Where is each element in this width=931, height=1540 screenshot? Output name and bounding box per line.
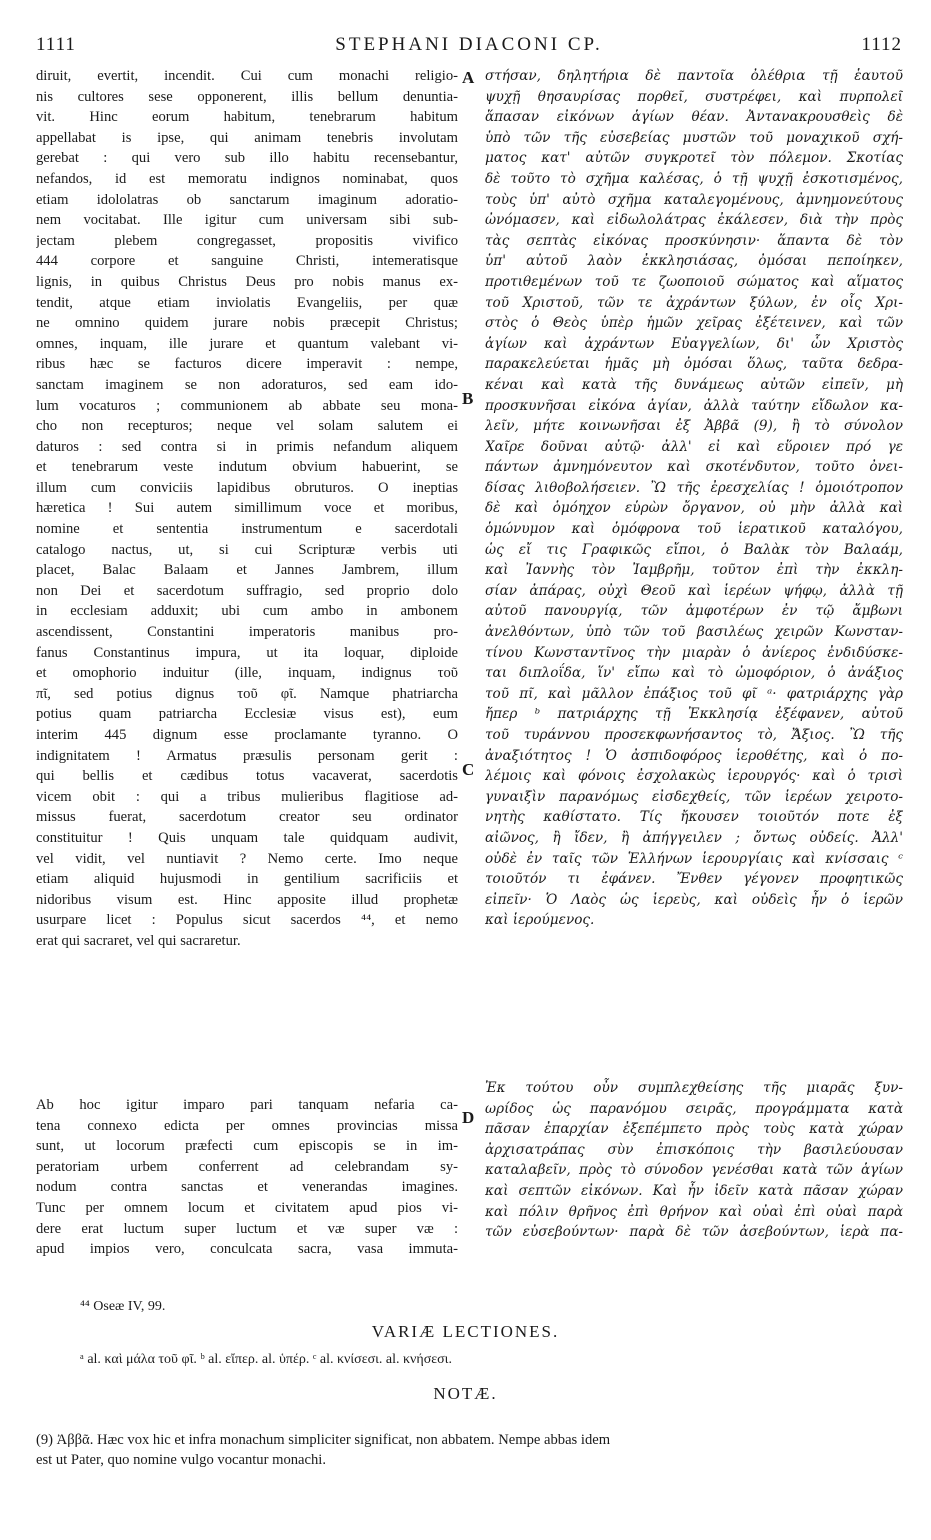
running-header [36,34,902,60]
greek-line: ἀνελθόντων, ὑπὸ τῶν τοῦ βασιλέως χειρῶν Κωνσταν- [485,624,903,641]
latin-line: 444 corpore et sanguine Christi, intemeratisque [36,253,458,270]
variae-lectiones-title: VARIÆ LECTIONES. [371,1322,560,1341]
latin-line: vicem obit : qui a tribus mulieribus flagitiose ad- [36,788,458,805]
greek-line: λέμοις καὶ φόνοις ἐσχολακὼς ἱερουργός· καὶ ὁ τρισὶ [485,768,903,785]
latin-column [36,66,458,952]
greek-line: Χαῖρε δοῦναι αὐτῷ· ἀλλ' εἰ καὶ εὕροιεν πρό γε [485,438,903,455]
latin-line: erat qui sacraret, vel qui sacraretur. [36,932,241,949]
greek-line: καὶ Ἰαννὴς τὸν Ἰαμβρῆμ, τοῦτον ἐπὶ τὴν ἐκκλη- [485,562,903,579]
greek-line: τοῦ τυράννου προσεκφωνήσαντος τὸ, Ἄξιος. Ὢ τῆς [485,727,903,743]
latin-line: gerebat : qui vero sub illo habitu recensebantur, [36,150,458,167]
greek-line: δὲ τοῦτο τὸ σχῆμα καλέσας, ὁ τῇ ψυχῇ ἐσκοτισμένος, [485,170,903,187]
footnote: ⁴⁴ Oseæ IV, 99. [80,1299,166,1314]
latin-line: illum cum conviciis lapidibus obruturos. O ineptias [36,479,458,496]
latin2-line: Ab hoc igitur imparo pari tanquam nefaria ca- [36,1097,458,1113]
latin-line: cho non recepturos; neque vel solam salutem ei [36,418,458,435]
page-number-left: 1111 [36,34,76,55]
margin-letter-d: D [462,1108,475,1127]
greek-column [485,66,903,931]
notae-line: (9) Ἀββᾶ. Hæc vox hic et infra monachum simpliciter significat, non abbatem. Nempe abbas idem [36,1432,611,1448]
greek-line: τοιοῦτόν τι ἐφάνεν. Ἔνθεν γέγονεν προφητικῶς [485,871,903,888]
latin2-line: nodum contra sanctas et venerandas imagines. [36,1179,458,1196]
greek-line: τίνου Κωνσταντῖνος τὴν μιαρὰν ὁ ἀνίερος ἐνδιδύσκε- [485,644,903,661]
greek2-line: τῶν εὐσεβούντων· παρὰ δὲ τῶν ἀσεβούντων, ἱερὰ πα- [485,1224,903,1241]
greek-line: ὡς εἴ τις Γραφικῶς εἴποι, ὁ Βαλὰκ τὸν Βαλαάμ, [485,541,903,558]
greek-line: νητὴς καθίστατο. Τίς ἤκουσεν τοιοῦτόν ποτε ἐξ [485,809,903,826]
greek-line: αὐτοῦ πανουργίᾳ, τῶν ἀμφοτέρων ἐν τῷ ἄμβωνι [485,603,903,620]
greek-line: ται διπλοΐδα, ἵν' εἴπω καὶ τὸ ὠμοφόριον, ὁ ἀνάξιος [485,665,903,682]
greek-line: τοὺς ὑπ' αὐτὸ σχῆμα καταλεγομένους, ἀμνημονεύτους [485,191,903,208]
latin-line: ne omnino quidem jurare nobis præcepit Christus; [36,315,458,332]
greek-line: ὑπ' αὐτοῦ λαὸν ἐκκλησιάσας, ὀμόσαι πεποίηκεν, [485,253,903,270]
latin-line: indignitatem ! Armatus præsulis personam gerit : [36,747,458,764]
latin-line: nomine et sententia instrumentum e sacerdotali [36,521,458,538]
latin2-line: tena connexo edicta per omnes provincias missa [36,1117,458,1134]
latin-line: nem vocitabat. Ille igitur cum universam sibi sub- [36,212,458,229]
greek-line: ἀναξιότητος ! Ὁ ἀσπιδοφόρος ἱεροθέτης, καὶ ὁ πο- [485,747,903,764]
margin-letter-b: B [462,389,474,408]
latin-line: placet, Balac Balaam et Jannes Jambrem, illum [36,562,458,579]
latin-paragraph-2 [36,1095,458,1260]
latin-line: omnes, inquam, ille jurare et quantum valebant vi- [36,335,458,352]
latin-line: diruit, evertit, incendit. Cui cum monachi religio- [36,68,458,84]
greek-line: λεῖν, μήτε κοινωνῆσαι ἐξ Ἀββᾶ (9), ἢ τὸ σύνολον [485,418,903,435]
greek-line: ἅπασαν εἰκόνων ἁγίων θέαν. Ἀντανακρουσθεὶς δὲ [485,109,903,126]
latin-line: tendit, atque etiam inviolatis Evangeliis, per quæ [36,294,458,311]
notae-text [36,1430,902,1470]
greek-line: ματος κατ' αὐτῶν συγκροτεῖ τὸν πόλεμον. Σκοτίας [485,150,903,167]
latin-line: etiam aliquid hujusmodi in gentilium sacrificiis et [36,871,458,888]
greek2-line: πᾶσαν ἐπαρχίαν ἐξεπέμπετο πρὸς τοὺς κατὰ χώραν [485,1121,903,1138]
notae-title: NOTÆ. [433,1384,498,1403]
greek-line: καὶ ἱερούμενος. [485,912,595,929]
latin-line: jectam plebem congregasset, propositis vivifico [36,232,458,249]
greek-line: ὠνόμασεν, καὶ εἰδωλολάτρας ἐκάλεσεν, διὰ τὴν πρὸς [485,212,903,229]
latin-line: nefandos, id est memoratu indignos nominabat, quos [36,170,458,187]
latin2-line: apud impios vero, conculcata sacra, vasa immuta- [36,1241,458,1258]
latin2-line: peratoriam urbem conferrent ad celebrandam sy- [36,1158,458,1175]
greek-line: πάντων ἀμνημόνευτον καὶ σκοτένδυτον, τοῦτο ὀνει- [485,459,903,476]
greek-line: ὑπὸ τῶν τῆς εὐσεβείας μυστῶν τοῦ μοναχικοῦ σχή- [485,129,903,146]
latin-line: interim 445 dignum esse proclamante tyranno. O [36,727,458,743]
latin-line: constituitur ! Quis unquam tale quidquam audivit, [36,829,458,846]
latin-line: vit. Hinc eorum habitum, tenebrarum habitum [36,109,458,126]
latin-line: appellabat is ipse, qui animam tenebris involutam [36,129,458,146]
greek-line: τοῦ Χριστοῦ, τῶν τε ἀχράντων ξύλων, ἐν οἷς Χρι- [485,294,903,311]
page-number-right: 1112 [861,34,902,55]
latin-line: et omophorio induitur (ille, inquam, indignus τοῦ [36,665,458,682]
latin2-line: sunt, ut locorum præfecti cum episcopis se in im- [36,1138,458,1155]
latin-line: in ecclesiam adduxit; ubi cum ambo in ambonem [36,603,458,620]
variae-lectiones-text: ᵃ al. καὶ μάλα τοῦ φῖ. ᵇ al. εἴπερ. al. ὑπέρ. ᶜ al. κνίσεσι. al. κνήσεσι. [80,1352,452,1367]
notae-line: est ut Pater, quo nomine vulgo vocantur monachi. [36,1452,327,1468]
greek-line: τὰς σεπτὰς εἰκόνας προσκύνησιν· ἅπαντα δὲ τὸν [485,232,903,249]
greek-line: τοῦ πῖ, καὶ μᾶλλον ἐπάξιος τοῦ φῖ ᵃ· φατριάρχης γὰρ [485,685,903,702]
latin-line: missus fuerat, sacerdotum creator seu ordinator [36,809,458,826]
greek2-line: καταλαβεῖν, πρὸς τὸ σύνοδον γενέσθαι κατὰ τῶν ἁγίων [485,1162,903,1179]
latin-line: lum vocaturos ; communionem ab abbate seu mona- [36,397,458,414]
running-title: STEPHANI DIACONI CP. [335,34,603,55]
latin-line: nis cultores sese opponerent, illis bellum denuntia- [36,88,458,105]
latin-line: potius quam patriarcha Ecclesiæ visus est), eum [36,706,458,723]
latin2-line: dere erat luctum super luctum et væ super væ : [36,1220,458,1237]
greek2-line: καὶ πόλιν θρῆνος ἐπὶ θρήνον καὶ οὐαὶ ἐπὶ οὐαὶ παρὰ [485,1203,903,1220]
margin-letter-a: A [462,68,475,87]
greek-paragraph-2 [485,1078,903,1243]
latin-line: etiam idololatras ob sanctarum imaginum adoratio- [36,191,458,208]
greek-line: γυναιξὶν παρανόμως εἰσδεχθείς, τῶν ἱερέων χειροτο- [485,788,903,805]
latin-line: vel vidit, vel nuntiavit ? Nemo certe. Imo neque [36,850,458,867]
latin-line: fanus Constantinus impura, ut ita loquar, diploide [36,644,458,661]
latin-line: sanctam imaginem se non adoraturos, sed eam ido- [36,376,458,393]
latin-line: ascendissent, Constantini imperatoris manibus pro- [36,624,458,641]
greek-line: σίαν ἀπάρας, οὐχὶ Θεοῦ καὶ ἱερέων ψήφῳ, ἀλλὰ τῇ [485,582,903,599]
latin2-line: Tunc per omnem locum et civitatem apud pios vi- [36,1199,458,1216]
greek-line: στήσαν, δηλητήρια δὲ παντοῖα ὀλέθρια τῇ ἑαυτοῦ [485,68,903,84]
greek-line: προτιθεμένων τοῦ τε ζωοποιοῦ σώματος καὶ αἵματος [485,273,903,290]
greek-line: δὲ καὶ ὁμόηχον εὑρὼν ὄργανον, οὐ μὴν ἀλλὰ καὶ [485,500,903,517]
greek-line: προσκυνῆσαι εἰκόνα ἁγίαν, ἀλλὰ ταύτην εἴδωλον κα- [485,397,903,414]
latin-line: nidoribus visum est. Hinc apposite illud prophetæ [36,891,458,908]
latin-line: et tenebrarum veste indutum obvium habuerint, se [36,459,458,476]
latin-line: daturos : sed contra si in primis nefandum aliquem [36,438,458,455]
latin-line: lignis, in quibus Christus Deus pro nobis manus ex- [36,273,458,290]
latin-line: hæretica ! Sui autem simillimum voce et moribus, [36,500,458,517]
greek-line: αἰῶνος, ἢ ἴδεν, ἢ ἀπήγγειλεν ; ὄντως οὐδείς. Ἀλλ' [485,829,903,846]
greek2-line: ἀρχισατράπας σὺν ἐπισκόποις τὴν βασιλεύουσαν [485,1141,903,1158]
latin-line: catalogo nactus, ut, si cui Scripturæ verbis uti [36,541,458,558]
greek-line: ὁμώνυμον καὶ ὁμόφρονα τοῦ ἱερατικοῦ καταλόγου, [485,521,903,538]
margin-letter-c: C [462,760,475,779]
greek2-line: καὶ σεπτῶν εἰκόνων. Καὶ ἦν ἰδεῖν κατὰ πᾶσαν χώραν [485,1182,903,1199]
greek-line: ψυχῇ θησαυρίσας πορθεῖ, συστρέφει, καὶ πυρπολεῖ [485,88,903,105]
greek2-line: ωρίδος ὡς παρανόμου σειρᾶς, προγράμματα κατὰ [485,1100,903,1117]
greek-line: εἰπεῖν· Ὁ Λαὸς ὡς ἱερεὺς, καὶ οὐδεὶς ἦν ὁ ἱερῶν [485,891,903,908]
latin-line: πῖ, sed potius dignus τοῦ φῖ. Namque phatriarcha [36,685,458,702]
greek-line: οὐδὲ ἐν ταῖς τῶν Ἑλλήνων ἱερουργίαις καὶ κνίσσαις ᶜ [485,850,903,867]
greek-line: ἤπερ ᵇ πατριάρχης τῇ Ἐκκλησίᾳ ἐξέφανεν, αὐτοῦ [485,706,903,723]
greek-line: παρακελεύεται ἡμᾶς μὴ ὀμόσαι ὅλως, ταῦτα δεδρα- [485,356,903,373]
latin-line: ribus hæc se facturos dicere imperavit : nempe, [36,356,458,373]
greek-line: δίσας λιθοβολήσειεν. Ὢ τῆς ἐρεσχελίας ! ὁμοιότροπον [485,479,903,496]
greek2-line: Ἐκ τούτου οὖν συμπλεχθείσης τῆς μιαρᾶς ξυν- [485,1080,903,1096]
latin-line: qui bellis et cædibus totus vacaverat, sacerdotis [36,768,458,785]
latin-line: usurpare licet : Populus sicut sacerdos ⁴⁴, et nemo [36,912,458,929]
greek-line: ἁγίων καὶ ἀχράντων Εὐαγγελίων, δι' ὧν Χριστὸς [485,335,903,352]
greek-line: κέναι καὶ κατὰ τῆς δυνάμεως αὐτῶν εἰπεῖν, μὴ [485,376,903,393]
greek-line: στὸς ὁ Θεὸς ὑπὲρ ἡμῶν χεῖρας ἐξέτεινεν, καὶ τῶν [485,315,903,332]
latin-line: non Dei et sacerdotum suffragio, sed proprio dolo [36,582,458,599]
